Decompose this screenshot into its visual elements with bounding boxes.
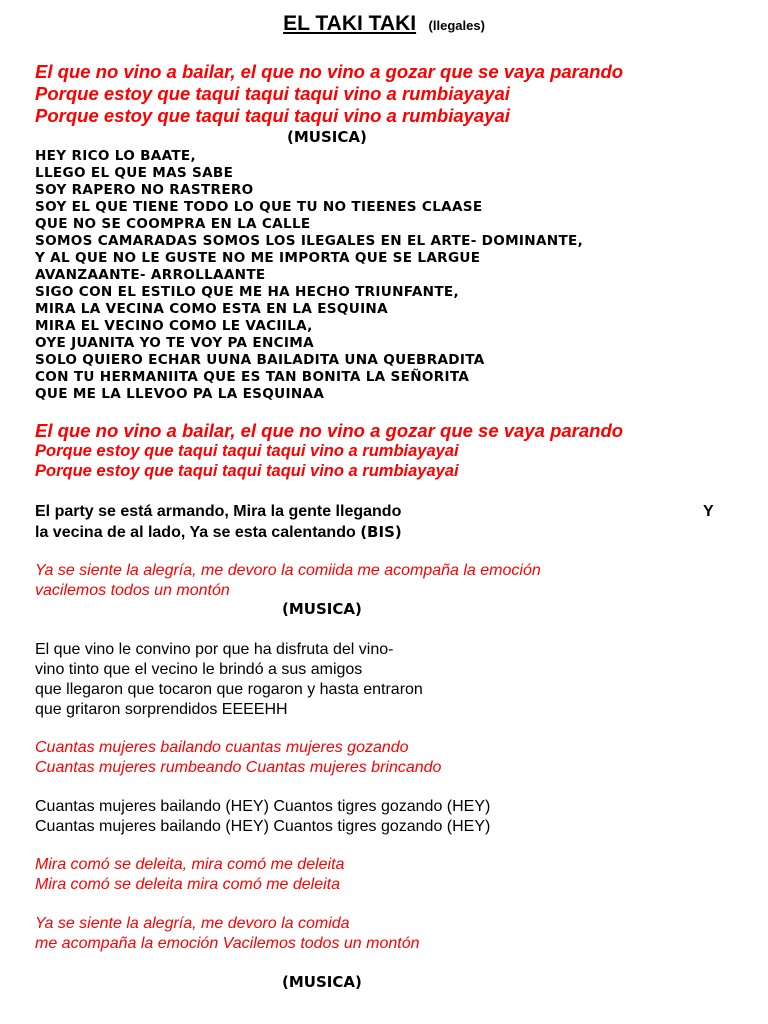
lyric-line: que gritaron sorprendidos EEEEHH (35, 701, 288, 718)
bis-label: (BIS) (360, 523, 402, 541)
lyric-line: OYE JUANITA YO TE VOY PA ENCIMA (35, 335, 314, 351)
lyric-line: LLEGO EL QUE MAS SABE (35, 165, 234, 181)
lyric-line: Mira comó se deleita, mira comó me deleita (35, 856, 345, 873)
lyric-line: QUE NO SE COOMPRA EN LA CALLE (35, 216, 311, 232)
lyric-line: Cuantas mujeres bailando (HEY) Cuantos tigres gozando (HEY) (35, 818, 491, 835)
lyric-line: MIRA LA VECINA COMO ESTA EN LA ESQUINA (35, 301, 388, 317)
lyric-line: que llegaron que tocaron que rogaron y hasta entraron (35, 681, 423, 698)
lyric-line: AVANZAANTE- ARROLLAANTE (35, 267, 266, 283)
lyric-line: SIGO CON EL ESTILO QUE ME HA HECHO TRIUNFANTE, (35, 284, 459, 300)
lyric-line: Porque estoy que taqui taqui taqui vino a rumbiayayai (35, 442, 459, 460)
lyric-line: Y AL QUE NO LE GUSTE NO ME IMPORTA QUE SE LARGUE (35, 250, 481, 266)
lyric-line: QUE ME LA LLEVOO PA LA ESQUINAA (35, 386, 325, 402)
lyric-line: SOY RAPERO NO RASTRERO (35, 182, 254, 198)
lyric-line: vino tinto que el vecino le brindó a sus amigos (35, 661, 363, 678)
lyric-text: la vecina de al lado, Ya se esta calentando (35, 524, 356, 541)
lyric-line: Porque estoy que taqui taqui taqui vino a rumbiayayai (35, 462, 459, 480)
song-artist: (llegales) (428, 18, 485, 33)
lyric-line: El que vino le convino por que ha disfruta del vino- (35, 641, 394, 658)
party-block (35, 502, 735, 543)
lyric-line: vacilemos todos un montón (35, 582, 230, 599)
alegria-block-1 (35, 561, 735, 601)
title-row (0, 12, 768, 36)
deleita-block (35, 855, 735, 895)
lyric-line: Cuantas mujeres rumbeando Cuantas mujeres brincando (35, 759, 442, 776)
lyric-line: El party se está armando, Mira la gente llegando (35, 503, 402, 520)
mujeres-black-block (35, 797, 735, 837)
lyric-line: El que no vino a bailar, el que no vino a gozar que se vaya parando (35, 61, 624, 82)
lyric-line: Ya se siente la alegría, me devoro la comida (35, 915, 350, 932)
vino-block (35, 640, 735, 720)
lyric-line: SOLO QUIERO ECHAR UUNA BAILADITA UNA QUEBRADITA (35, 352, 485, 368)
lyric-line: Porque estoy que taqui taqui taqui vino a rumbiayayai (35, 83, 510, 104)
alegria-block-2 (35, 914, 735, 954)
lyric-line: Ya se siente la alegría, me devoro la comiida me acompaña la emoción (35, 562, 541, 579)
musica-label: (MUSICA) (287, 128, 367, 146)
lyric-line: Mira comó se deleita mira comó me deleita (35, 876, 341, 893)
lyric-line: SOMOS CAMARADAS SOMOS LOS ILEGALES EN EL ARTE- DOMINANTE, (35, 233, 584, 249)
song-title: EL TAKI TAKI (283, 12, 417, 35)
rap-block (35, 148, 735, 403)
mujeres-red-block (35, 738, 735, 778)
lyric-line: MIRA EL VECINO COMO LE VACIILA, (35, 318, 313, 334)
chorus-block-1 (35, 61, 735, 127)
musica-label: (MUSICA) (282, 600, 362, 618)
musica-label: (MUSICA) (282, 973, 362, 991)
party-y: Y (703, 503, 714, 520)
lyric-line: CON TU HERMANIITA QUE ES TAN BONITA LA SEÑORITA (35, 369, 470, 385)
lyric-line: Porque estoy que taqui taqui taqui vino a rumbiayayai (35, 105, 510, 126)
lyric-line: HEY RICO LO BAATE, (35, 148, 196, 164)
lyric-line (35, 522, 735, 543)
lyric-line: me acompaña la emoción Vacilemos todos un montón (35, 935, 420, 952)
lyric-line: Cuantas mujeres bailando cuantas mujeres gozando (35, 739, 409, 756)
lyric-line: Cuantas mujeres bailando (HEY) Cuantos tigres gozando (HEY) (35, 798, 491, 815)
chorus-block-2 (35, 421, 735, 481)
lyric-line: El que no vino a bailar, el que no vino a gozar que se vaya parando (35, 420, 624, 441)
lyric-line: SOY EL QUE TIENE TODO LO QUE TU NO TIEENES CLAASE (35, 199, 483, 215)
